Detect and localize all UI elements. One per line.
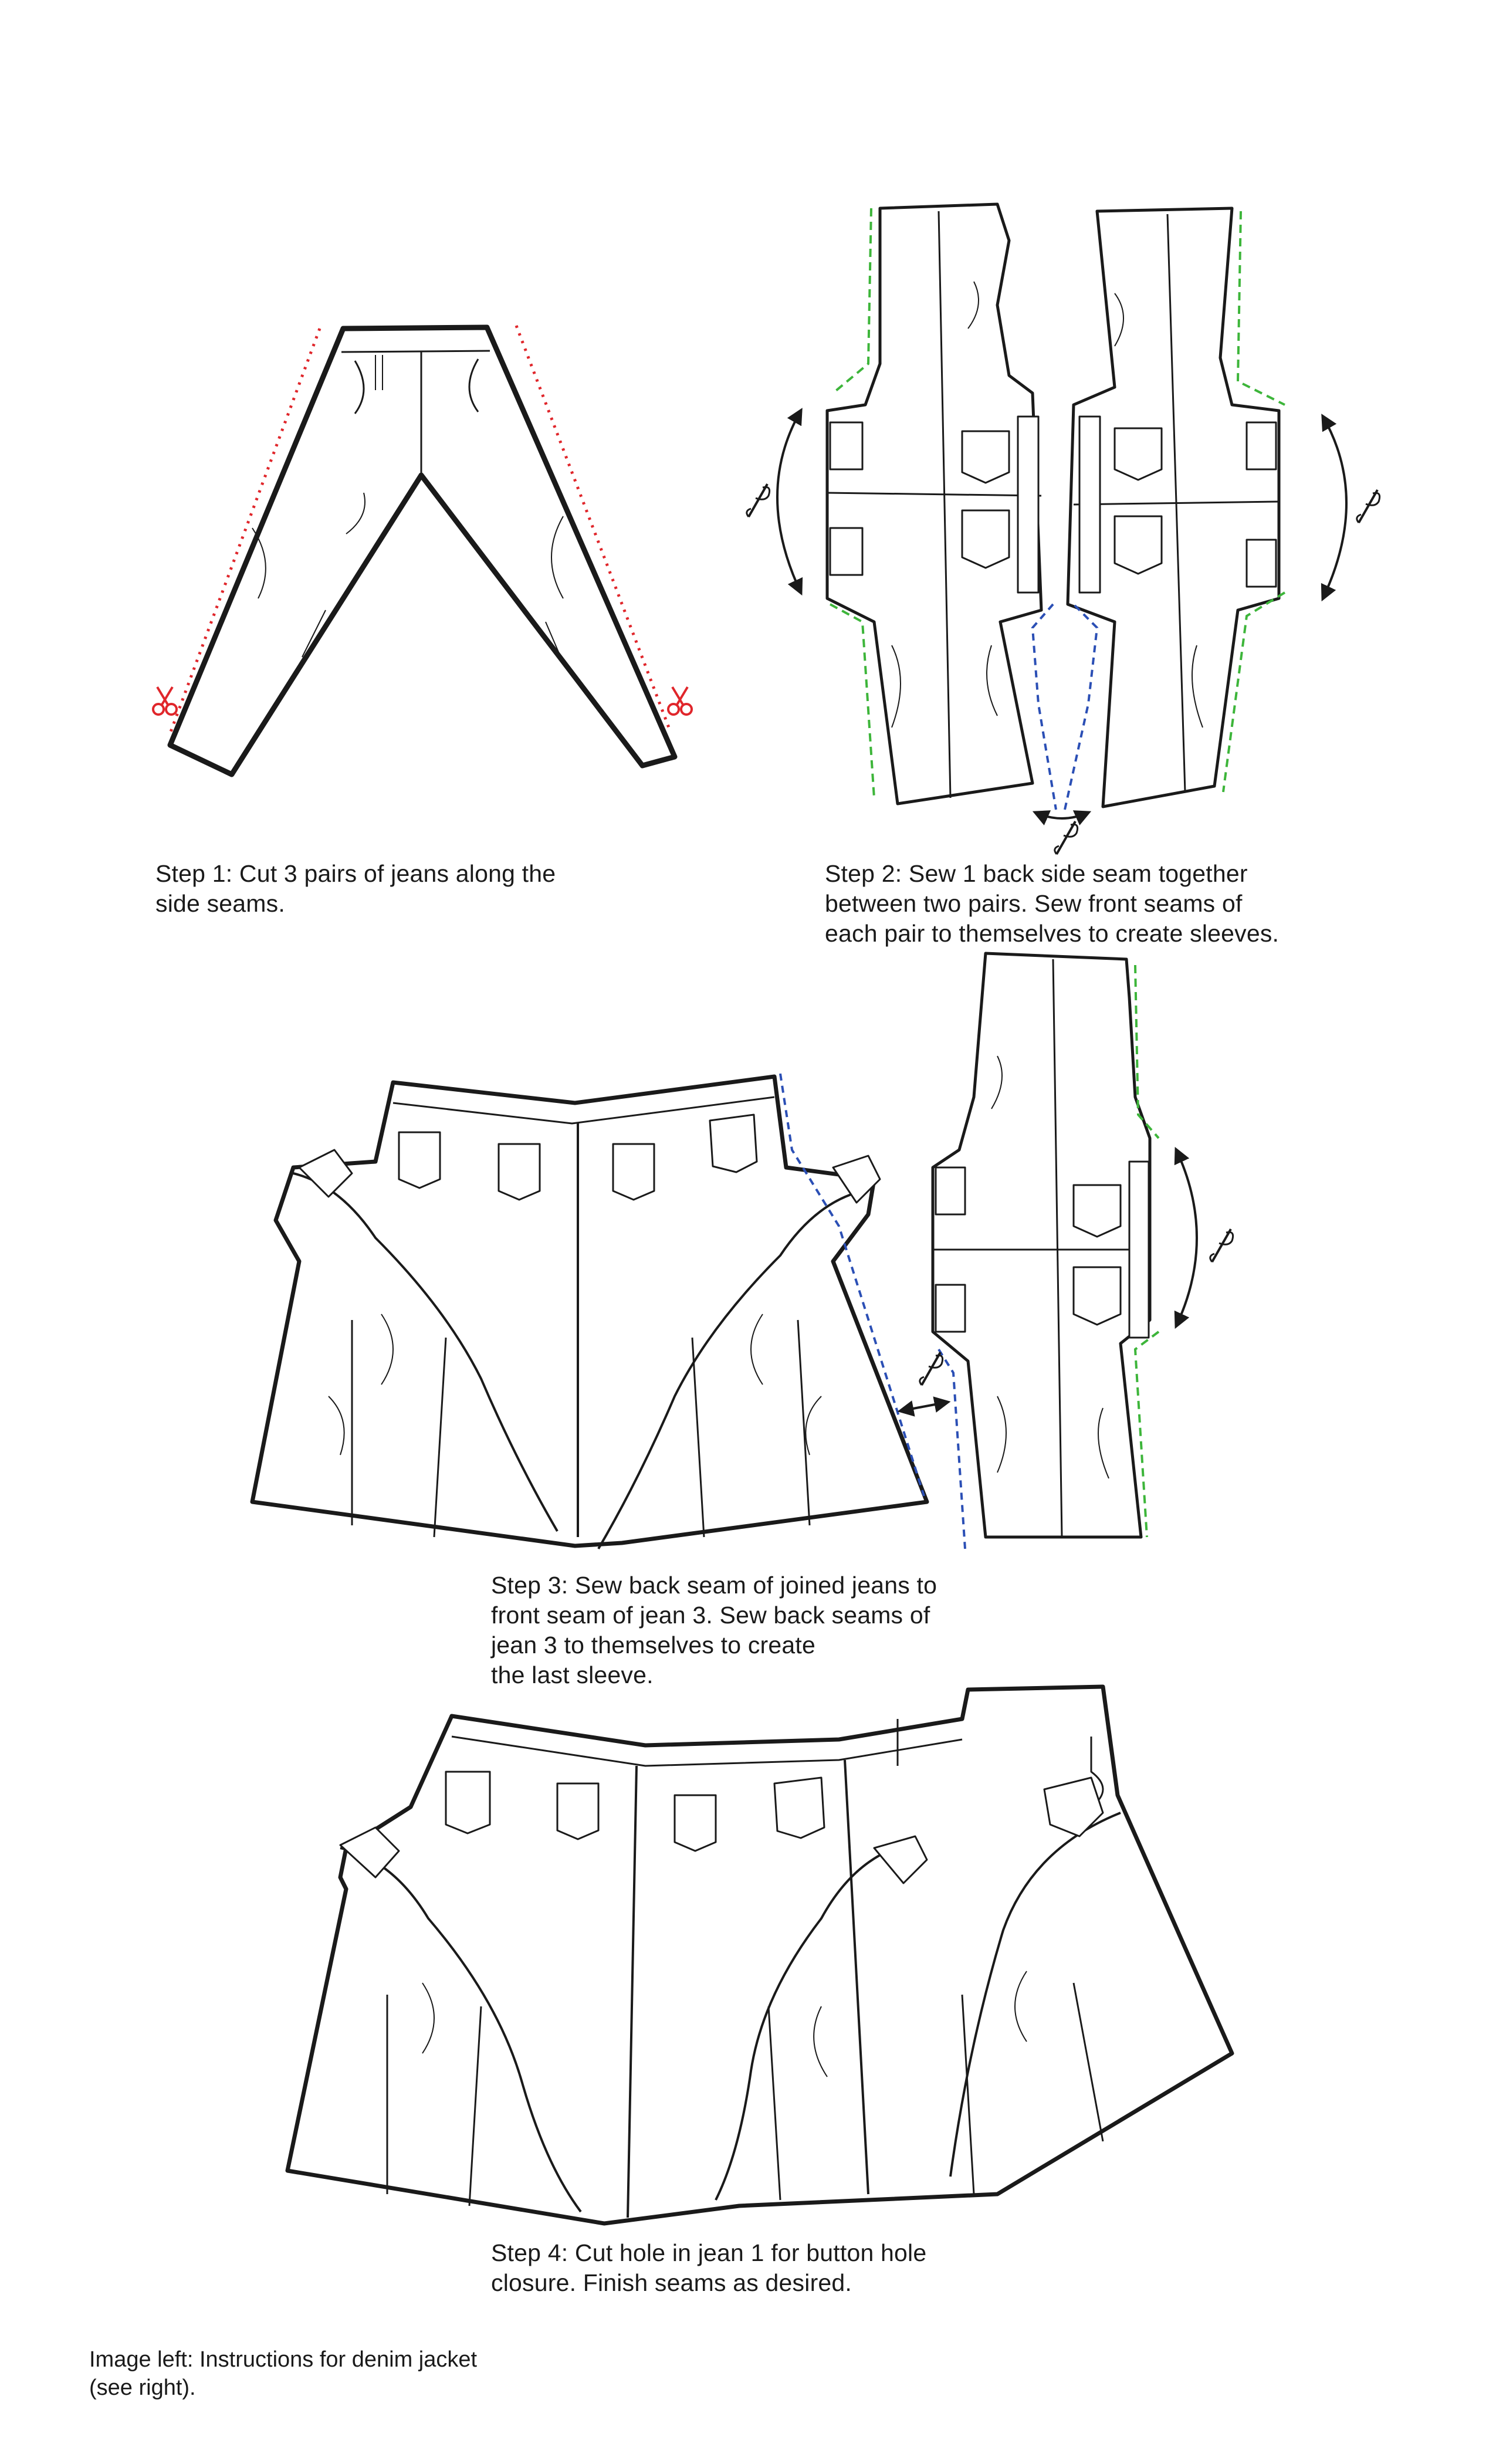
step2-left-jeans (827, 204, 1041, 804)
scissors-icon (668, 687, 692, 715)
needle-icon (920, 1352, 943, 1385)
needle-icon (747, 484, 770, 517)
step2-right-jeans (1068, 208, 1279, 807)
scissors-icon (153, 687, 177, 715)
needle-icon (1210, 1229, 1233, 1262)
step4-jacket-drawing (287, 1687, 1232, 2223)
step3-caption: Step 3: Sew back seam of joined jeans to front seam of jean 3. Sew back seams of jean 3 to themselves to create the last sleeve. (491, 1572, 937, 1688)
step2-caption: Step 2: Sew 1 back side seam together between two pairs. Sew front seams of each pair to themselves to create sleeves. (825, 860, 1280, 947)
footnote: Image left: Instructions for denim jacket (see right). (89, 2347, 478, 2400)
step3-joined-jeans (252, 1077, 927, 1549)
step4-caption: Step 4: Cut hole in jean 1 for button hole closure. Finish seams as desired. (491, 2239, 927, 2296)
step1-caption: Step 1: Cut 3 pairs of jeans along the side seams. (155, 860, 556, 917)
needle-icon (1357, 490, 1380, 523)
needle-icon (1055, 821, 1078, 854)
step3-jean3 (933, 953, 1150, 1537)
step1-jeans-drawing (170, 326, 675, 774)
